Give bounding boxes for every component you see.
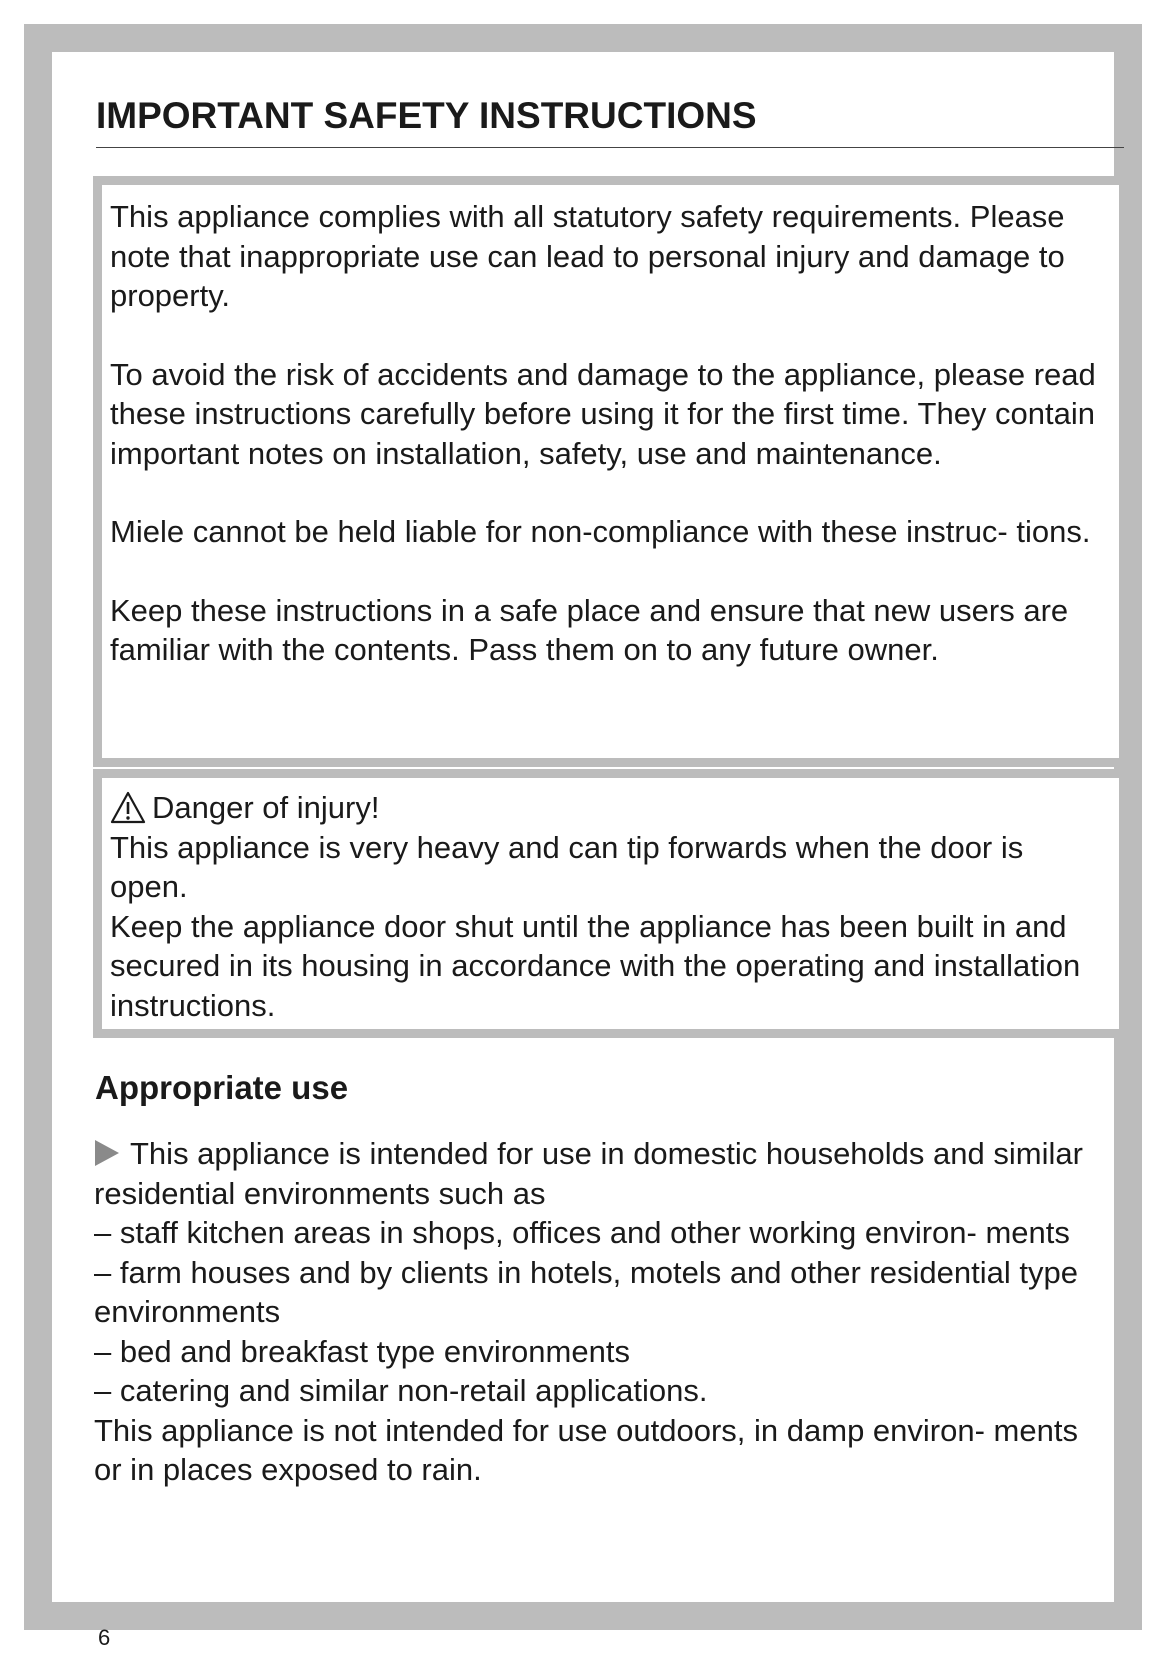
page-number: 6 [98, 1625, 111, 1650]
intro-paragraph-4: Keep these instructions in a safe place and ensure that new users are familiar with the contents. Pass them on to any future owner. [110, 592, 1069, 667]
page-content [52, 52, 1114, 1650]
warning-heading: Danger of injury! [152, 790, 380, 825]
intro-paragraph-2: To avoid the risk of accidents and damage to the appliance, please read these instructions carefully before using it for the first time. They contain important notes on installation, safety, use and maintenance. [110, 356, 1096, 471]
intro-paragraph-3: Miele cannot be held liable for non-compliance with these instruc- tions. [110, 514, 1091, 549]
intro-box [93, 176, 1128, 767]
list-item: – staff kitchen areas in shops, offices and other working environ- ments [94, 1215, 1070, 1250]
page-border [24, 24, 1142, 1650]
appropriate-use-closing: This appliance is not intended for use outdoors, in damp environ- ments or in places exposed to rain. [94, 1412, 1078, 1487]
appropriate-use-intro [94, 1134, 1114, 1213]
appropriate-use-heading: Appropriate use [95, 1069, 349, 1106]
intro-paragraph-1: This appliance complies with all statutory safety requirements. Please note that inappropriate use can lead to personal injury and damage to property. [110, 199, 1065, 313]
page-title: IMPORTANT SAFETY INSTRUCTIONS [96, 95, 757, 136]
triangle-arrow-icon [94, 1137, 120, 1165]
warning-box [93, 769, 1128, 1038]
warning-heading-row [110, 788, 1109, 828]
warning-text-1: This appliance is very heavy and can tip forwards when the door is open. [110, 829, 1024, 904]
list-item: – bed and breakfast type environments [94, 1333, 630, 1369]
appropriate-use-body [94, 1134, 1114, 1490]
list-item: – farm houses and by clients in hotels, motels and other residential type environments [94, 1254, 1078, 1329]
warning-triangle-icon [110, 791, 146, 825]
list-item: – catering and similar non-retail applications. [94, 1373, 708, 1408]
warning-text-2: Keep the appliance door shut until the appliance has been built in and secured in its housing in accordance with the operating and installation instructions. [110, 908, 1081, 1023]
appropriate-use-intro-text: This appliance is intended for use in domestic households and similar residential environments such as [94, 1136, 1083, 1211]
title-divider [96, 147, 1124, 148]
